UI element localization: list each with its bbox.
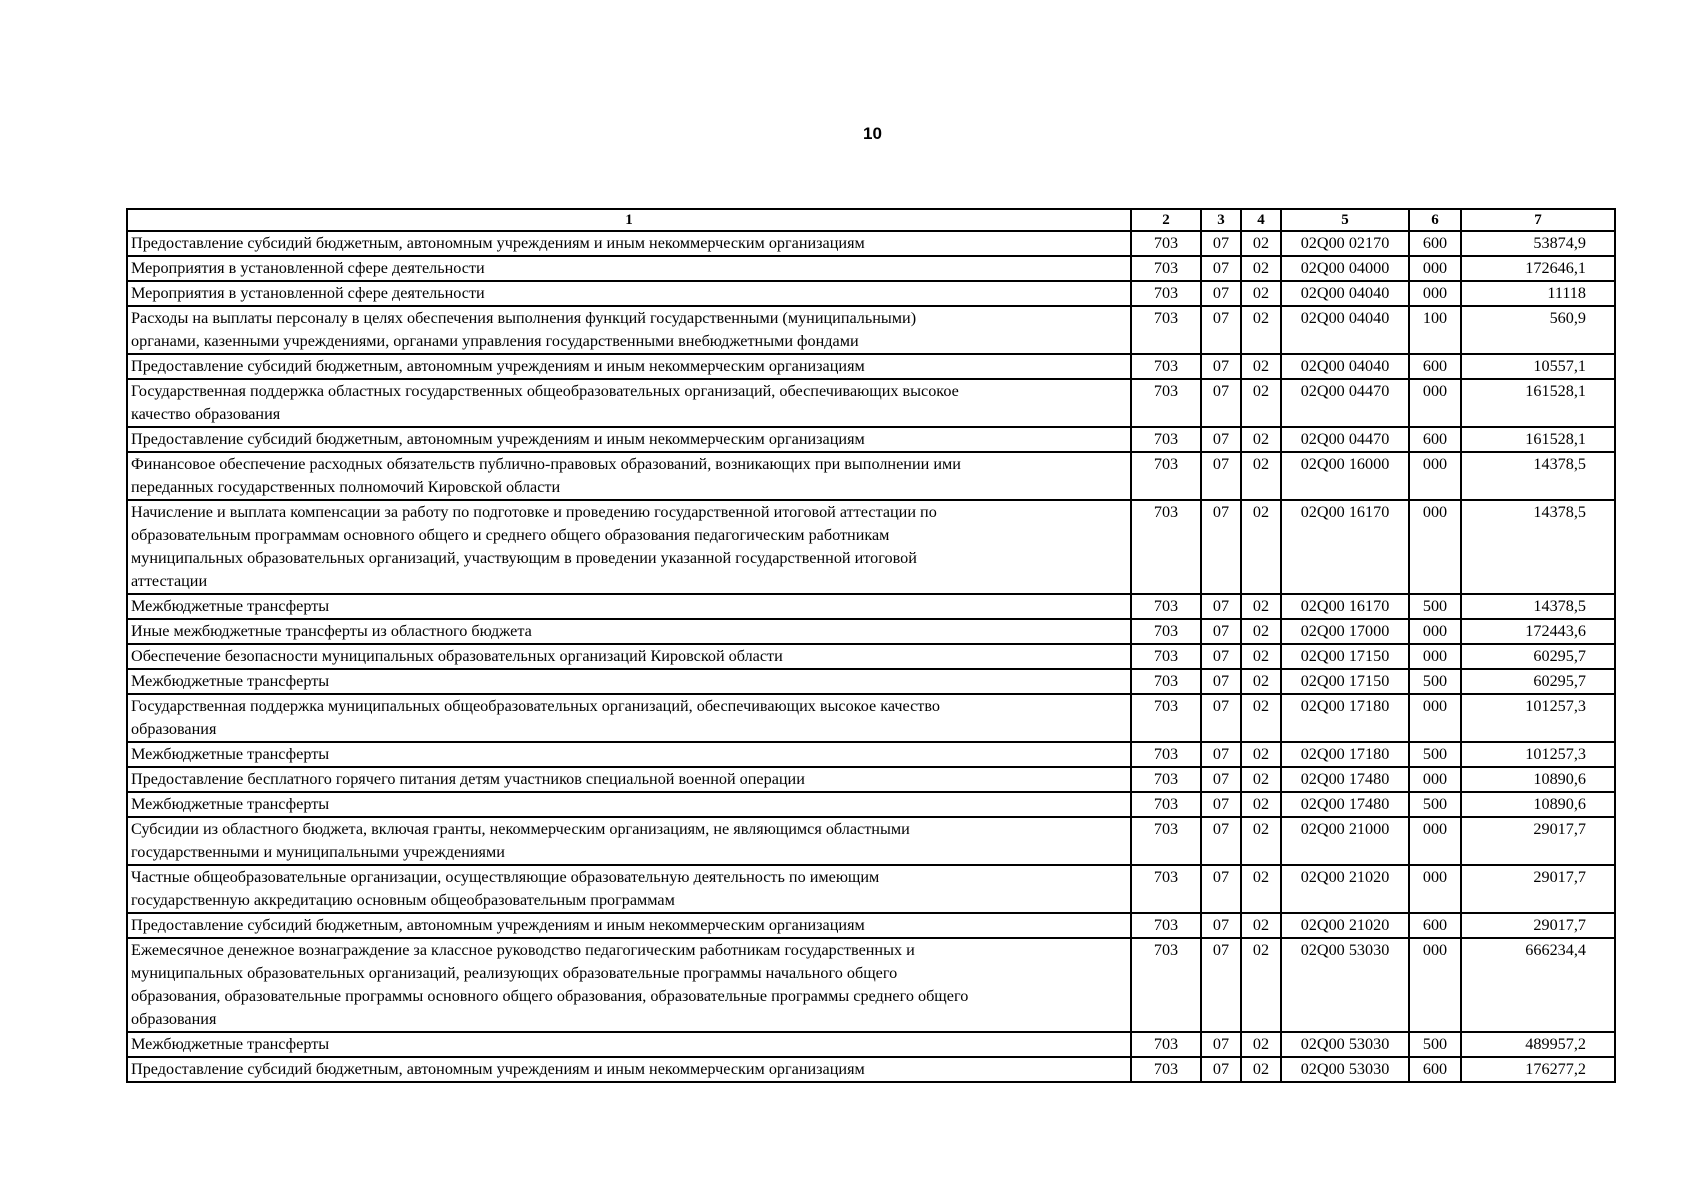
admin-code-cell: 703 <box>1131 354 1201 379</box>
table-row <box>127 938 1615 1032</box>
amount-cell: 176277,2 <box>1461 1057 1615 1082</box>
table-row <box>127 379 1615 427</box>
row-name-cell <box>127 938 1131 1032</box>
row-name-cell <box>127 500 1131 594</box>
target-article-cell: 02Q00 21020 <box>1281 913 1409 938</box>
page-number: 10 <box>863 124 882 143</box>
expense-type-cell: 000 <box>1409 281 1461 306</box>
row-name-line: Межбюджетные трансферты <box>131 745 330 763</box>
subsection-code-cell: 02 <box>1241 231 1281 256</box>
row-name-line: качество образования <box>131 405 281 423</box>
table-row <box>127 594 1615 619</box>
row-name-line: Частные общеобразовательные организации, осуществляющие образовательную деятельность по имеющим <box>131 868 880 886</box>
row-name-line: Межбюджетные трансферты <box>131 795 330 813</box>
row-name-cell <box>127 694 1131 742</box>
subsection-code-cell: 02 <box>1241 427 1281 452</box>
column-header-3: 3 <box>1201 209 1241 231</box>
row-name-cell <box>127 792 1131 817</box>
table-row <box>127 767 1615 792</box>
section-code-cell: 07 <box>1201 354 1241 379</box>
section-code-cell: 07 <box>1201 767 1241 792</box>
table-row <box>127 427 1615 452</box>
row-name-cell <box>127 913 1131 938</box>
subsection-code-cell: 02 <box>1241 306 1281 354</box>
amount-cell: 53874,9 <box>1461 231 1615 256</box>
section-code-cell: 07 <box>1201 792 1241 817</box>
subsection-code-cell: 02 <box>1241 379 1281 427</box>
expense-type-cell: 000 <box>1409 938 1461 1032</box>
amount-cell: 60295,7 <box>1461 669 1615 694</box>
table-row <box>127 644 1615 669</box>
target-article-cell: 02Q00 53030 <box>1281 1032 1409 1057</box>
expense-type-cell: 000 <box>1409 767 1461 792</box>
admin-code-cell: 703 <box>1131 767 1201 792</box>
amount-cell: 101257,3 <box>1461 694 1615 742</box>
subsection-code-cell: 02 <box>1241 281 1281 306</box>
section-code-cell: 07 <box>1201 427 1241 452</box>
target-article-cell: 02Q00 17180 <box>1281 694 1409 742</box>
row-name-line: Предоставление субсидий бюджетным, автономным учреждениям и иным некоммерческим организациям <box>131 234 865 252</box>
row-name-line: образования, образовательные программы основного общего образования, образовательные программы среднего общего <box>131 987 969 1005</box>
table-row <box>127 231 1615 256</box>
row-name-line: Государственная поддержка муниципальных общеобразовательных организаций, обеспечивающих высокое качество <box>131 697 940 715</box>
row-name-line: Финансовое обеспечение расходных обязательств публично-правовых образований, возникающих при выполнении ими <box>131 455 961 473</box>
admin-code-cell: 703 <box>1131 379 1201 427</box>
section-code-cell: 07 <box>1201 231 1241 256</box>
table-row <box>127 669 1615 694</box>
section-code-cell: 07 <box>1201 669 1241 694</box>
subsection-code-cell: 02 <box>1241 792 1281 817</box>
expense-type-cell: 600 <box>1409 231 1461 256</box>
expense-type-cell: 000 <box>1409 619 1461 644</box>
row-name-cell <box>127 427 1131 452</box>
target-article-cell: 02Q00 17180 <box>1281 742 1409 767</box>
section-code-cell: 07 <box>1201 1032 1241 1057</box>
expense-type-cell: 000 <box>1409 817 1461 865</box>
table-row <box>127 817 1615 865</box>
row-name-line: Иные межбюджетные трансферты из областного бюджета <box>131 622 532 640</box>
subsection-code-cell: 02 <box>1241 452 1281 500</box>
expense-type-cell: 500 <box>1409 1032 1461 1057</box>
row-name-line: Межбюджетные трансферты <box>131 672 330 690</box>
subsection-code-cell: 02 <box>1241 817 1281 865</box>
amount-cell: 10890,6 <box>1461 792 1615 817</box>
section-code-cell: 07 <box>1201 938 1241 1032</box>
subsection-code-cell: 02 <box>1241 594 1281 619</box>
admin-code-cell: 703 <box>1131 1032 1201 1057</box>
row-name-line: муниципальных образовательных организаций, участвующим в проведении указанной государственной итоговой <box>131 549 917 567</box>
row-name-line: государственную аккредитацию основным общеобразовательным программам <box>131 891 675 909</box>
row-name-line: образовательным программам основного общего и среднего общего образования педагогическим работникам <box>131 526 890 544</box>
target-article-cell: 02Q00 17000 <box>1281 619 1409 644</box>
admin-code-cell: 703 <box>1131 231 1201 256</box>
target-article-cell: 02Q00 02170 <box>1281 231 1409 256</box>
row-name-cell <box>127 452 1131 500</box>
section-code-cell: 07 <box>1201 281 1241 306</box>
table-row <box>127 354 1615 379</box>
table-row <box>127 619 1615 644</box>
admin-code-cell: 703 <box>1131 281 1201 306</box>
expense-type-cell: 000 <box>1409 379 1461 427</box>
section-code-cell: 07 <box>1201 1057 1241 1082</box>
row-name-line: образования <box>131 1010 217 1028</box>
row-name-line: Предоставление субсидий бюджетным, автономным учреждениям и иным некоммерческим организациям <box>131 357 865 375</box>
row-name-cell <box>127 644 1131 669</box>
expense-type-cell: 600 <box>1409 913 1461 938</box>
amount-cell: 560,9 <box>1461 306 1615 354</box>
row-name-cell <box>127 1032 1131 1057</box>
amount-cell: 14378,5 <box>1461 594 1615 619</box>
amount-cell: 172443,6 <box>1461 619 1615 644</box>
table-row <box>127 1057 1615 1082</box>
column-header-2: 2 <box>1131 209 1201 231</box>
table-row <box>127 742 1615 767</box>
row-name-line: Начисление и выплата компенсации за работу по подготовке и проведению государственной итоговой аттестации по <box>131 503 937 521</box>
target-article-cell: 02Q00 53030 <box>1281 938 1409 1032</box>
subsection-code-cell: 02 <box>1241 1057 1281 1082</box>
admin-code-cell: 703 <box>1131 594 1201 619</box>
column-header-5: 5 <box>1281 209 1409 231</box>
row-name-line: Расходы на выплаты персоналу в целях обеспечения выполнения функций государственными (муниципальными) <box>131 309 917 327</box>
section-code-cell: 07 <box>1201 817 1241 865</box>
row-name-cell <box>127 281 1131 306</box>
row-name-line: переданных государственных полномочий Кировской области <box>131 478 561 496</box>
target-article-cell: 02Q00 04040 <box>1281 281 1409 306</box>
section-code-cell: 07 <box>1201 913 1241 938</box>
amount-cell: 161528,1 <box>1461 379 1615 427</box>
row-name-line: Межбюджетные трансферты <box>131 597 330 615</box>
table-body <box>127 231 1615 1082</box>
target-article-cell: 02Q00 04040 <box>1281 354 1409 379</box>
row-name-cell <box>127 379 1131 427</box>
section-code-cell: 07 <box>1201 619 1241 644</box>
expense-type-cell: 500 <box>1409 742 1461 767</box>
admin-code-cell: 703 <box>1131 256 1201 281</box>
amount-cell: 14378,5 <box>1461 500 1615 594</box>
admin-code-cell: 703 <box>1131 644 1201 669</box>
table-row <box>127 694 1615 742</box>
subsection-code-cell: 02 <box>1241 913 1281 938</box>
amount-cell: 29017,7 <box>1461 865 1615 913</box>
amount-cell: 29017,7 <box>1461 817 1615 865</box>
expense-type-cell: 000 <box>1409 452 1461 500</box>
column-header-4: 4 <box>1241 209 1281 231</box>
row-name-line: Предоставление бесплатного горячего питания детям участников специальной военной операции <box>131 770 805 788</box>
row-name-line: Предоставление субсидий бюджетным, автономным учреждениям и иным некоммерческим организациям <box>131 1060 865 1078</box>
target-article-cell: 02Q00 17150 <box>1281 669 1409 694</box>
expense-type-cell: 600 <box>1409 354 1461 379</box>
subsection-code-cell: 02 <box>1241 500 1281 594</box>
row-name-cell <box>127 619 1131 644</box>
row-name-line: Мероприятия в установленной сфере деятельности <box>131 259 485 277</box>
admin-code-cell: 703 <box>1131 938 1201 1032</box>
target-article-cell: 02Q00 17480 <box>1281 792 1409 817</box>
row-name-line: государственными и муниципальными учреждениями <box>131 843 505 861</box>
section-code-cell: 07 <box>1201 594 1241 619</box>
expense-type-cell: 500 <box>1409 594 1461 619</box>
section-code-cell: 07 <box>1201 256 1241 281</box>
expense-type-cell: 600 <box>1409 427 1461 452</box>
admin-code-cell: 703 <box>1131 1057 1201 1082</box>
subsection-code-cell: 02 <box>1241 354 1281 379</box>
table-row <box>127 865 1615 913</box>
row-name-cell <box>127 231 1131 256</box>
amount-cell: 172646,1 <box>1461 256 1615 281</box>
table-row <box>127 452 1615 500</box>
subsection-code-cell: 02 <box>1241 669 1281 694</box>
admin-code-cell: 703 <box>1131 865 1201 913</box>
row-name-cell <box>127 767 1131 792</box>
target-article-cell: 02Q00 21000 <box>1281 817 1409 865</box>
expense-type-cell: 500 <box>1409 669 1461 694</box>
subsection-code-cell: 02 <box>1241 938 1281 1032</box>
section-code-cell: 07 <box>1201 500 1241 594</box>
row-name-line: Предоставление субсидий бюджетным, автономным учреждениям и иным некоммерческим организациям <box>131 916 865 934</box>
amount-cell: 666234,4 <box>1461 938 1615 1032</box>
subsection-code-cell: 02 <box>1241 619 1281 644</box>
column-header-6: 6 <box>1409 209 1461 231</box>
row-name-cell <box>127 306 1131 354</box>
amount-cell: 10890,6 <box>1461 767 1615 792</box>
row-name-line: муниципальных образовательных организаций, реализующих образовательные программы начального общего <box>131 964 898 982</box>
target-article-cell: 02Q00 16000 <box>1281 452 1409 500</box>
amount-cell: 60295,7 <box>1461 644 1615 669</box>
amount-cell: 29017,7 <box>1461 913 1615 938</box>
amount-cell: 14378,5 <box>1461 452 1615 500</box>
section-code-cell: 07 <box>1201 452 1241 500</box>
row-name-line: аттестации <box>131 572 208 590</box>
amount-cell: 101257,3 <box>1461 742 1615 767</box>
amount-cell: 489957,2 <box>1461 1032 1615 1057</box>
admin-code-cell: 703 <box>1131 619 1201 644</box>
section-code-cell: 07 <box>1201 379 1241 427</box>
subsection-code-cell: 02 <box>1241 865 1281 913</box>
row-name-cell <box>127 594 1131 619</box>
row-name-line: Ежемесячное денежное вознаграждение за классное руководство педагогическим работникам государственных и <box>131 941 915 959</box>
section-code-cell: 07 <box>1201 644 1241 669</box>
target-article-cell: 02Q00 21020 <box>1281 865 1409 913</box>
section-code-cell: 07 <box>1201 742 1241 767</box>
table-row <box>127 913 1615 938</box>
target-article-cell: 02Q00 16170 <box>1281 500 1409 594</box>
expense-type-cell: 000 <box>1409 500 1461 594</box>
expense-type-cell: 000 <box>1409 644 1461 669</box>
expense-type-cell: 600 <box>1409 1057 1461 1082</box>
expense-type-cell: 000 <box>1409 256 1461 281</box>
row-name-cell <box>127 354 1131 379</box>
row-name-line: Мероприятия в установленной сфере деятельности <box>131 284 485 302</box>
column-header-7: 7 <box>1461 209 1615 231</box>
budget-table <box>126 208 1616 1083</box>
subsection-code-cell: 02 <box>1241 694 1281 742</box>
row-name-line: органами, казенными учреждениями, органами управления государственными внебюджетными фондами <box>131 332 859 350</box>
row-name-cell <box>127 1057 1131 1082</box>
row-name-cell <box>127 256 1131 281</box>
table-row <box>127 792 1615 817</box>
row-name-line: Предоставление субсидий бюджетным, автономным учреждениям и иным некоммерческим организациям <box>131 430 865 448</box>
table-row <box>127 500 1615 594</box>
table-header-row <box>127 209 1615 231</box>
row-name-cell <box>127 742 1131 767</box>
target-article-cell: 02Q00 53030 <box>1281 1057 1409 1082</box>
admin-code-cell: 703 <box>1131 452 1201 500</box>
admin-code-cell: 703 <box>1131 742 1201 767</box>
admin-code-cell: 703 <box>1131 306 1201 354</box>
table-row <box>127 256 1615 281</box>
section-code-cell: 07 <box>1201 306 1241 354</box>
target-article-cell: 02Q00 04040 <box>1281 306 1409 354</box>
expense-type-cell: 500 <box>1409 792 1461 817</box>
row-name-cell <box>127 669 1131 694</box>
subsection-code-cell: 02 <box>1241 256 1281 281</box>
admin-code-cell: 703 <box>1131 500 1201 594</box>
admin-code-cell: 703 <box>1131 817 1201 865</box>
table-row <box>127 1032 1615 1057</box>
subsection-code-cell: 02 <box>1241 1032 1281 1057</box>
row-name-line: Государственная поддержка областных государственных общеобразовательных организаций, обеспечивающих высокое <box>131 382 959 400</box>
target-article-cell: 02Q00 16170 <box>1281 594 1409 619</box>
row-name-line: образования <box>131 720 217 738</box>
expense-type-cell: 000 <box>1409 865 1461 913</box>
admin-code-cell: 703 <box>1131 669 1201 694</box>
target-article-cell: 02Q00 17480 <box>1281 767 1409 792</box>
amount-cell: 10557,1 <box>1461 354 1615 379</box>
row-name-line: Межбюджетные трансферты <box>131 1035 330 1053</box>
section-code-cell: 07 <box>1201 865 1241 913</box>
column-header-1: 1 <box>127 209 1131 231</box>
target-article-cell: 02Q00 17150 <box>1281 644 1409 669</box>
target-article-cell: 02Q00 04470 <box>1281 379 1409 427</box>
expense-type-cell: 100 <box>1409 306 1461 354</box>
target-article-cell: 02Q00 04470 <box>1281 427 1409 452</box>
row-name-line: Обеспечение безопасности муниципальных образовательных организаций Кировской области <box>131 647 783 665</box>
expense-type-cell: 000 <box>1409 694 1461 742</box>
admin-code-cell: 703 <box>1131 427 1201 452</box>
row-name-line: Субсидии из областного бюджета, включая гранты, некоммерческим организациям, не являющимся областными <box>131 820 910 838</box>
subsection-code-cell: 02 <box>1241 767 1281 792</box>
target-article-cell: 02Q00 04000 <box>1281 256 1409 281</box>
section-code-cell: 07 <box>1201 694 1241 742</box>
amount-cell: 11118 <box>1461 281 1615 306</box>
subsection-code-cell: 02 <box>1241 742 1281 767</box>
table-row <box>127 281 1615 306</box>
table-row <box>127 306 1615 354</box>
admin-code-cell: 703 <box>1131 792 1201 817</box>
subsection-code-cell: 02 <box>1241 644 1281 669</box>
admin-code-cell: 703 <box>1131 694 1201 742</box>
amount-cell: 161528,1 <box>1461 427 1615 452</box>
admin-code-cell: 703 <box>1131 913 1201 938</box>
row-name-cell <box>127 865 1131 913</box>
row-name-cell <box>127 817 1131 865</box>
